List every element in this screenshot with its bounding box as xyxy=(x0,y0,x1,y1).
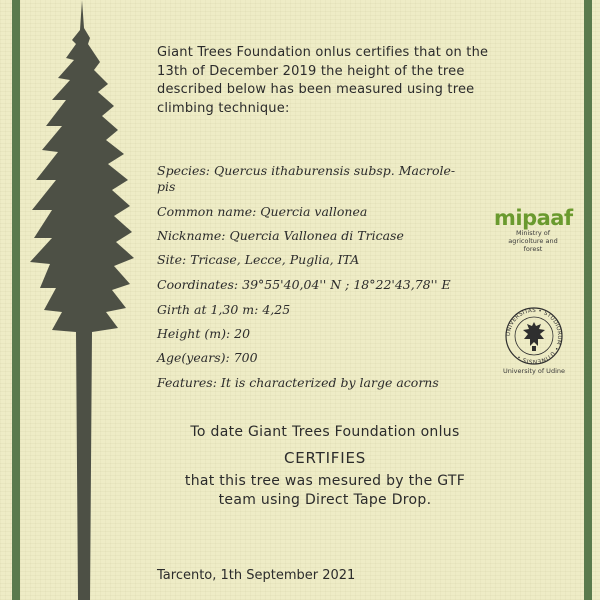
detail-nickname xyxy=(157,228,492,244)
seal-ring-text: UNIVERSITAS • STUDIORUM • UTINENSIS • xyxy=(505,307,563,365)
detail-label: Common name: xyxy=(157,204,257,219)
certification-line-1: To date Giant Trees Foundation onlus xyxy=(190,424,460,440)
detail-species xyxy=(157,163,492,179)
detail-height xyxy=(157,326,492,342)
place-and-date: Tarcento, 1th September 2021 xyxy=(157,568,356,583)
detail-species-continued xyxy=(157,179,492,195)
detail-label: Site: xyxy=(157,252,187,267)
detail-value: Quercus ithaburensis subsp. Macrole- xyxy=(213,163,456,178)
detail-value: It is characterized by large acorns xyxy=(220,375,439,390)
detail-coordinates xyxy=(157,277,492,293)
certification-line-3: that this tree was mesured by the GTF xyxy=(184,473,466,489)
mipaaf-wordmark: mipaaf xyxy=(494,206,573,230)
detail-value: Quercia Vallonea di Tricase xyxy=(229,228,404,243)
university-seal-icon xyxy=(494,306,574,366)
detail-label: Height (m): xyxy=(157,326,231,341)
detail-label: Species: xyxy=(157,163,210,178)
detail-label: Coordinates: xyxy=(157,277,239,292)
certifies-heading: CERTIFIES xyxy=(283,449,367,467)
detail-value: pis xyxy=(157,179,176,194)
detail-site xyxy=(157,252,492,268)
detail-value: 700 xyxy=(233,350,258,365)
detail-label: Age(years): xyxy=(157,350,230,365)
mipaaf-caption: Ministry of agricolture and forest xyxy=(508,229,558,253)
detail-girth xyxy=(157,302,492,318)
certification-line-4: team using Direct Tape Drop. xyxy=(218,492,432,508)
udine-caption: University of Udine xyxy=(503,367,565,375)
detail-features xyxy=(157,375,492,391)
detail-value: Tricase, Lecce, Puglia, ITA xyxy=(190,252,360,267)
intro-paragraph: Giant Trees Foundation onlus certifies that on the 13th of December 2019 the height of the tree described below has been measured using tree climbing technique: xyxy=(157,45,489,116)
right-border-stripe xyxy=(584,0,592,600)
left-border-stripe xyxy=(12,0,20,600)
detail-common-name xyxy=(157,204,492,220)
detail-label: Nickname: xyxy=(157,228,226,243)
detail-label: Girth at 1,30 m: xyxy=(157,302,259,317)
detail-label: Features: xyxy=(157,375,217,390)
detail-value: 39°55'40,04'' N ; 18°22'43,78'' E xyxy=(242,277,451,292)
university-udine-logo xyxy=(494,306,574,375)
detail-value: 4,25 xyxy=(262,302,291,317)
tree-silhouette-icon xyxy=(22,0,142,600)
mipaaf-logo xyxy=(494,207,574,253)
detail-age xyxy=(157,350,492,366)
detail-value: Quercia vallonea xyxy=(260,204,368,219)
detail-value: 20 xyxy=(234,326,251,341)
